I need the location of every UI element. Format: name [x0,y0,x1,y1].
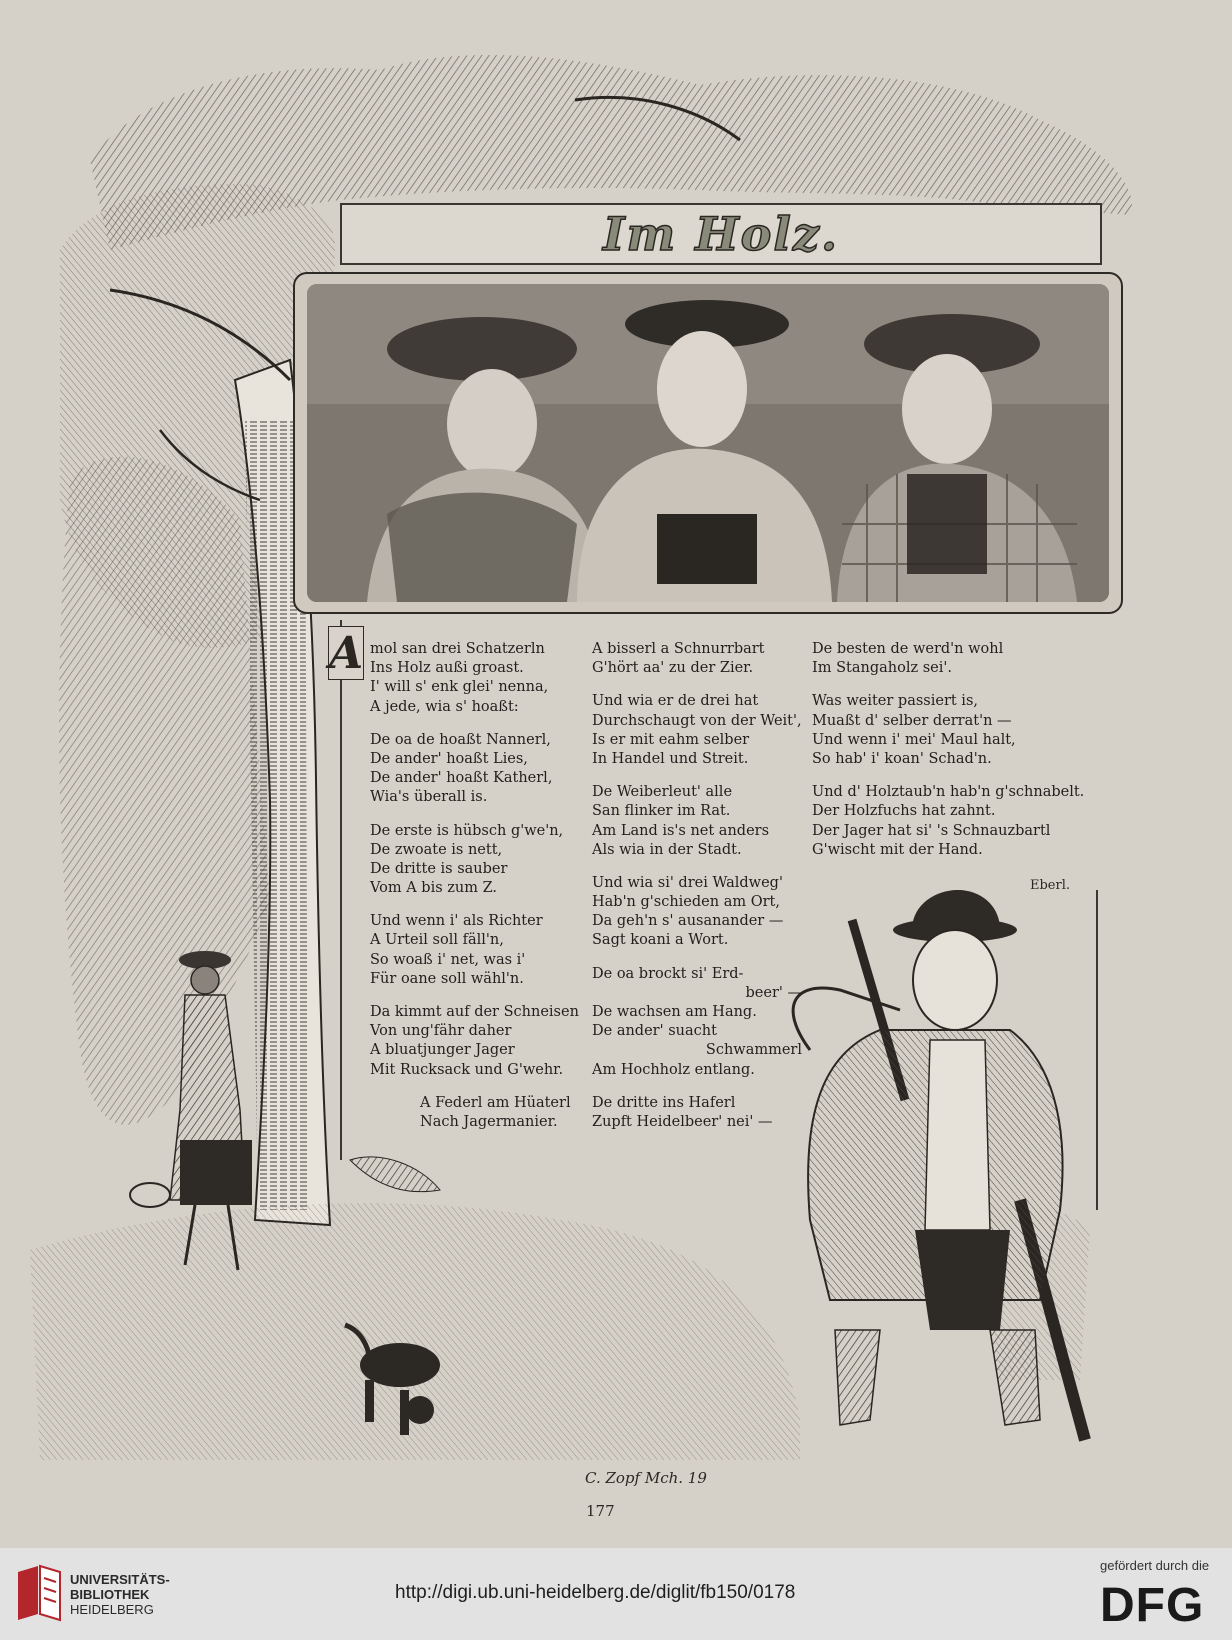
verse-line: Und wia si' drei Waldweg' [592,874,783,891]
verse-line: De dritte ins Haferl [592,1094,736,1111]
verse-line: I' will s' enk glei' nenna, [370,679,549,696]
verse-line: Im Stangaholz sei'. [812,660,952,677]
verse-line: A Federl am Hüaterl [420,1094,571,1111]
verse-line: Durchschaugt von der Weit', [592,712,802,729]
verse-line: De besten de werd'n wohl [812,641,1004,657]
verse-line: Und wenn i' mei' Maul halt, [812,731,1016,748]
verse-line: San flinker im Rat. [592,803,731,820]
verse-line: Sagt koani a Wort. [592,932,729,949]
verse-line: Is er mit eahm selber [592,731,750,748]
verse-line: So woaß i' net, was i' [370,951,526,968]
verse-line: Mit Rucksack und G'wehr. [370,1061,564,1078]
verse-line: De ander' hoaßt Lies, [370,750,528,767]
library-name: UNIVERSITÄTS- BIBLIOTHEK HEIDELBERG [70,1572,170,1617]
verse-line: Wia's überall is. [370,789,488,806]
permalink-url[interactable]: http://digi.ub.uni-heidelberg.de/diglit/fb150/0178 [395,1582,796,1603]
verse-line: In Handel und Streit. [592,750,749,767]
verse-line: A bluatjunger Jager [370,1042,515,1059]
verse-line: Und d' Holztaub'n hab'n g'schnabelt. [812,784,1085,801]
verse-line: G'hört aa' zu der Zier. [592,660,754,677]
verse-line: Ins Holz außi groast. [370,660,524,677]
digitization-footer [0,1548,1232,1640]
poem-column-2 [592,640,802,1132]
verse-line: A Urteil soll fäll'n, [370,932,504,949]
verse-line: Da kimmt auf der Schneisen [370,1004,579,1020]
verse-line: Als wia in der Stadt. [592,841,742,858]
verse-line: De wachsen am Hang. [592,1004,757,1020]
verse-line: Am Hochholz entlang. [592,1061,755,1078]
verse-line: So hab' i' koan' Schad'n. [812,750,992,767]
verse-line: G'wischt mit der Hand. [812,841,983,858]
verse-line: Was weiter passiert is, [812,693,978,710]
artist-signature: C. Zopf Mch. 19 [585,1469,707,1487]
verse-line: Am Land is's net anders [592,822,770,839]
verse-line: De oa de hoaßt Nannerl, [370,731,551,748]
verse-line: De ander' suacht [592,1023,717,1040]
poem-title: Im Holz. [603,207,839,261]
funding-caption: gefördert durch die [1100,1558,1210,1573]
verse-line: Zupft Heidelbeer' nei' — [592,1113,773,1130]
verse-line: Schwammerl [705,1042,802,1059]
verse-line: Hab'n g'schieden am Ort, [592,894,780,911]
verse-line: De ander' hoaßt Katherl, [370,770,553,787]
verse-line: Und wia er de drei hat [592,693,759,710]
ub-heidelberg-logo-icon [12,1564,66,1624]
verse-line: A jede, wia s' hoaßt: [370,698,519,715]
verse-line: Vom A bis zum Z. [370,880,498,897]
poem-column-1 [370,640,590,1132]
verse-line: Nach Jagermanier. [420,1113,558,1130]
verse-line: De erste is hübsch g'we'n, [370,822,564,839]
photo-frame [293,272,1123,614]
verse-line: Der Holzfuchs hat zahnt. [812,803,996,820]
verse-line: A bisserl a Schnurrbart [592,641,765,657]
verse-line: Da geh'n s' ausanander — [592,913,784,930]
author-signature: Eberl. [1030,878,1071,893]
verse-line: Der Jager hat si' 's Schnauzbartl [812,822,1051,839]
dfg-logo: DFG [1100,1579,1205,1632]
verse-line: De zwoate is nett, [370,841,503,858]
verse-line: Für oane soll wähl'n. [370,970,524,987]
three-women-photo [307,284,1109,602]
frame-right-edge [1096,890,1098,1210]
verse-line: beer' — [745,984,802,1001]
verse-line: Von ung'fähr daher [370,1023,512,1040]
verse-line: Muaßt d' selber derrat'n — [812,712,1012,729]
poem-column-3 [812,640,1085,860]
page-number: 177 [586,1502,615,1520]
drop-capital: A [328,627,364,679]
verse-line: De Weiberleut' alle [592,784,733,801]
verse-line: De oa brockt si' Erd- [592,965,744,982]
verse-line: De dritte is sauber [370,860,508,877]
title-banner [340,203,1102,265]
verse-line: Und wenn i' als Richter [370,913,543,930]
verse-line: mol san drei Schatzerln [370,641,545,657]
